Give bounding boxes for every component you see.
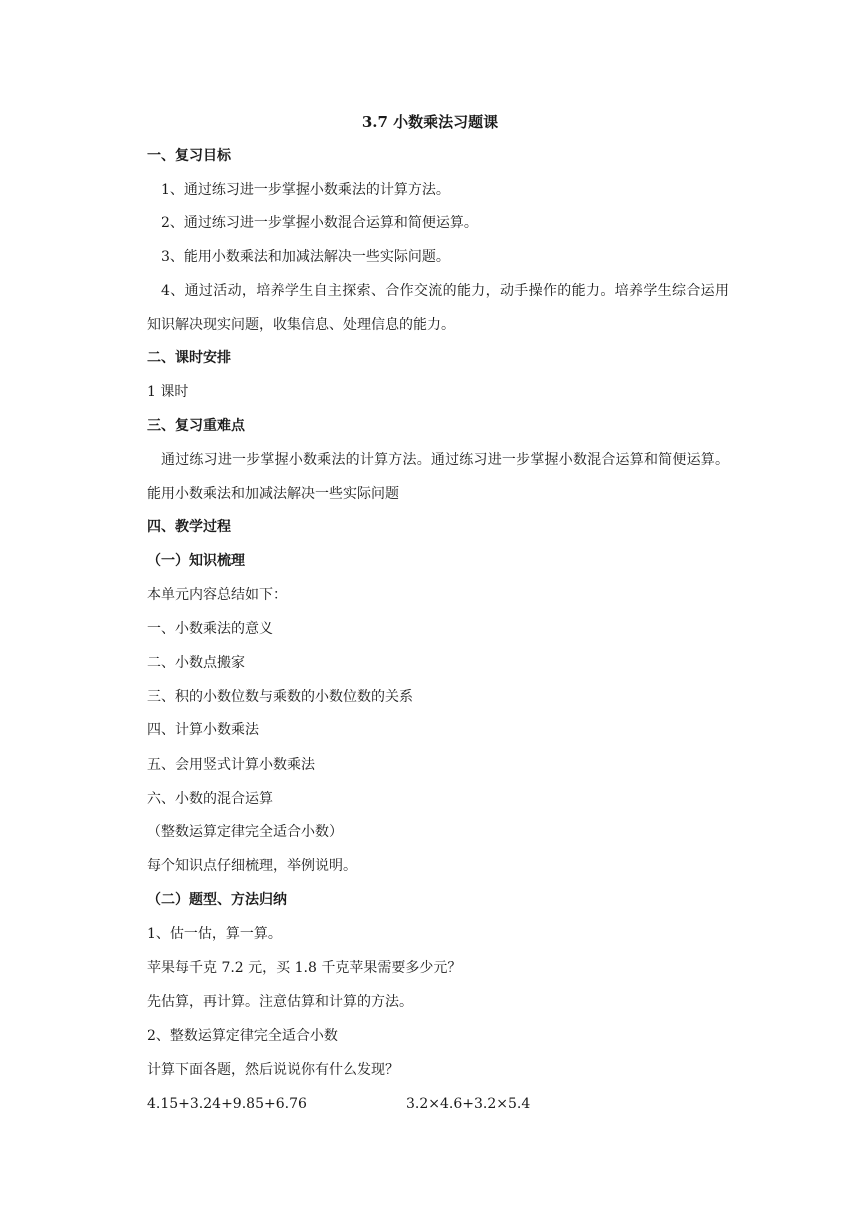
summary-item: 四、计算小数乘法 — [147, 722, 259, 738]
goal-item: 3、能用小数乘法和加减法解决一些实际问题。 — [161, 249, 450, 265]
goal-item: 1、通过练习进一步掌握小数乘法的计算方法。 — [161, 182, 450, 198]
summary-intro: 本单元内容总结如下： — [147, 587, 287, 603]
section-heading-key-points: 三、复习重难点 — [147, 418, 245, 434]
question-text: 苹果每千克 7.2 元，买 1.8 千克苹果需要多少元？ — [147, 960, 462, 976]
summary-item: 一、小数乘法的意义 — [147, 621, 273, 637]
section-heading-process: 四、教学过程 — [147, 519, 231, 535]
goal-item: 4、通过活动，培养学生自主探索、合作交流的能力，动手操作的能力。培养学生综合运用知识解决现实问题，收集信息、处理信息的能力。 — [147, 283, 729, 333]
calc-expression-left: 4.15+3.24+9.85+6.76 — [147, 1096, 307, 1112]
summary-note: （整数运算定律完全适合小数） — [147, 824, 343, 840]
question-title: 2、整数运算定律完全适合小数 — [147, 1028, 338, 1044]
summary-item: 三、积的小数位数与乘数的小数位数的关系 — [147, 689, 413, 705]
question-hint: 先估算，再计算。注意估算和计算的方法。 — [147, 994, 413, 1010]
section-heading-schedule: 二、课时安排 — [147, 350, 231, 366]
summary-end: 每个知识点仔细梳理，举例说明。 — [147, 858, 357, 874]
summary-item: 二、小数点搬家 — [147, 655, 245, 671]
subsection-heading-knowledge: （一）知识梳理 — [147, 553, 245, 569]
calc-expression-right: 3.2×4.6+3.2×5.4 — [406, 1096, 531, 1112]
section-heading-goals: 一、复习目标 — [147, 148, 231, 164]
schedule-text: 1 课时 — [147, 384, 189, 400]
summary-item: 六、小数的混合运算 — [147, 791, 273, 807]
page-title: 3.7 小数乘法习题课 — [361, 113, 499, 131]
key-points-text: 通过练习进一步掌握小数乘法的计算方法。通过练习进一步掌握小数混合运算和简便运算。能用小数乘法和加减法解决一些实际问题 — [147, 452, 729, 502]
question-text: 计算下面各题，然后说说你有什么发现？ — [147, 1062, 399, 1078]
subsection-heading-methods: （二）题型、方法归纳 — [147, 892, 287, 908]
goal-item: 2、通过练习进一步掌握小数混合运算和简便运算。 — [161, 215, 478, 231]
summary-item: 五、会用竖式计算小数乘法 — [147, 757, 315, 773]
question-title: 1、估一估，算一算。 — [147, 926, 282, 942]
